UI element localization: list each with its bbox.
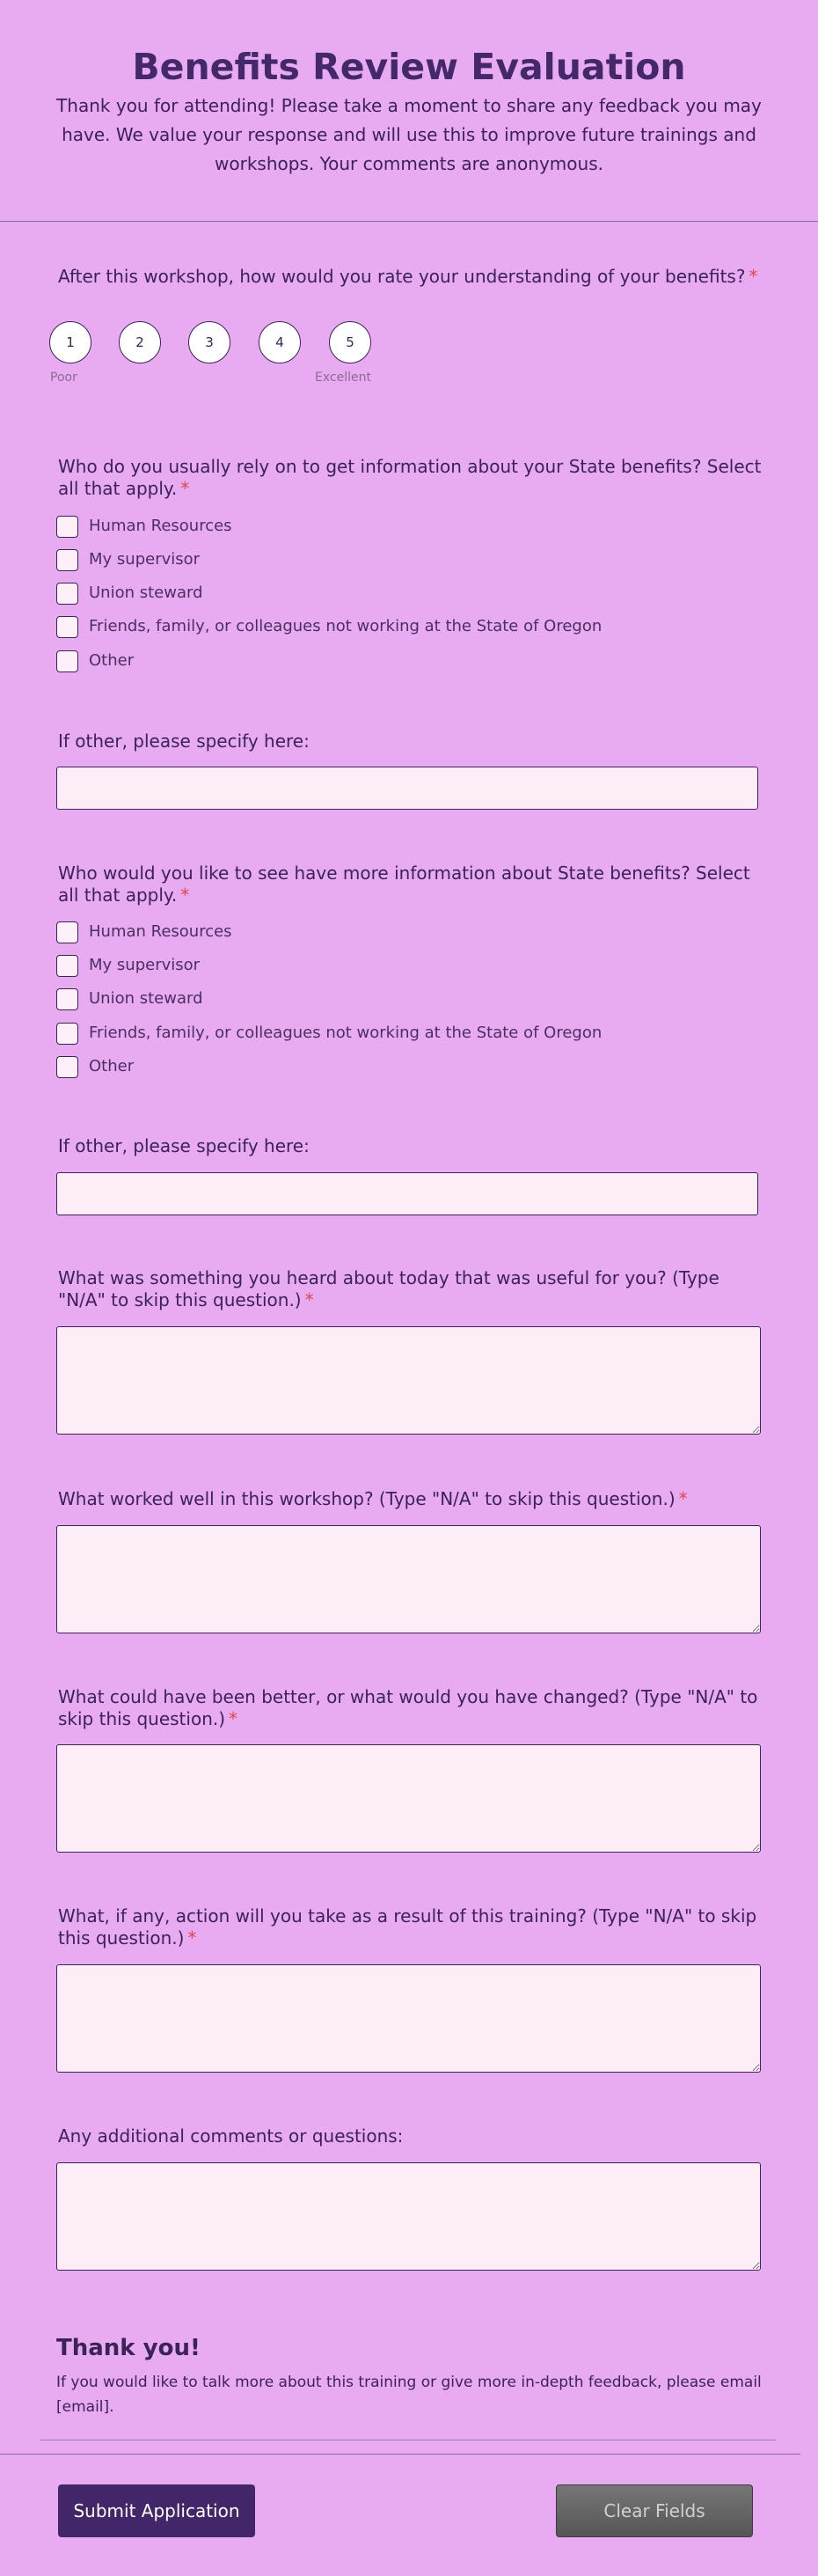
- required-marker: *: [180, 478, 190, 499]
- checkbox-label: Human Resources: [89, 517, 232, 535]
- rating-option-1[interactable]: 1: [49, 321, 91, 363]
- other-specify-input[interactable]: [56, 1172, 758, 1215]
- clear-fields-button[interactable]: Clear Fields: [556, 2484, 753, 2537]
- required-marker: *: [749, 266, 758, 287]
- checkbox-label: Friends, family, or colleagues not working at the State of Oregon: [89, 1024, 603, 1042]
- improvements-textarea[interactable]: [56, 1744, 761, 1853]
- form-header: [0, 0, 818, 222]
- checkbox-label: My supervisor: [89, 956, 201, 974]
- checkbox[interactable]: [56, 955, 78, 977]
- checkbox[interactable]: [56, 650, 78, 672]
- other-specify-label: If other, please specify here:: [58, 730, 310, 752]
- useful-textarea[interactable]: [56, 1326, 761, 1435]
- checkbox-label: Other: [89, 651, 135, 670]
- rating-option-5[interactable]: 5: [329, 321, 371, 363]
- divider: [0, 2454, 800, 2455]
- required-marker: *: [187, 1927, 197, 1949]
- checkbox[interactable]: [56, 988, 78, 1010]
- checkbox[interactable]: [56, 921, 78, 943]
- question-comments-label: Any additional comments or questions:: [58, 2125, 404, 2147]
- rating-high-label: Excellent: [315, 371, 371, 385]
- other-specify-label: If other, please specify here:: [58, 1135, 310, 1156]
- other-specify-input[interactable]: [56, 767, 758, 810]
- submit-button[interactable]: Submit Application: [58, 2484, 255, 2537]
- checkbox-label: Friends, family, or colleagues not working at the State of Oregon: [89, 617, 603, 635]
- required-marker: *: [678, 1488, 688, 1509]
- checkbox[interactable]: [56, 583, 78, 605]
- required-marker: *: [304, 1289, 314, 1310]
- question-worked-well-label: What worked well in this workshop? (Type "N/A" to skip this question.) *: [58, 1488, 688, 1509]
- required-marker: *: [180, 884, 190, 906]
- question-rating-label: After this workshop, how would you rate your understanding of your benefits? *: [58, 266, 758, 287]
- checkbox[interactable]: [56, 549, 78, 571]
- form-intro: Thank you for attending! Please take a moment to share any feedback you may have. We value your response and will use this to improve future trainings and workshops. Your comments are anonymous.: [56, 95, 762, 174]
- question-more-info-label: Who would you like to see have more information about State benefits? Select all that apply. *: [58, 862, 750, 906]
- worked-well-textarea[interactable]: [56, 1525, 761, 1633]
- checkbox[interactable]: [56, 516, 78, 538]
- required-marker: *: [229, 1708, 238, 1729]
- rating-option-4[interactable]: 4: [259, 321, 301, 363]
- form-title: Benefits Review Evaluation: [132, 46, 686, 88]
- rating-option-2[interactable]: 2: [119, 321, 161, 363]
- checkbox-label: Union steward: [89, 989, 203, 1008]
- checkbox-label: Union steward: [89, 583, 203, 602]
- rating-low-label: Poor: [50, 371, 77, 385]
- checkbox[interactable]: [56, 616, 78, 638]
- question-improvements-label: What could have been better, or what would you have changed? (Type "N/A" to skip this question.) *: [58, 1686, 758, 1729]
- thanks-text: If you would like to talk more about this training or give more in-depth feedback, please email [email].: [56, 2374, 762, 2416]
- checkbox-label: Human Resources: [89, 922, 232, 941]
- rating-option-3[interactable]: 3: [188, 321, 230, 363]
- question-info-sources-label: Who do you usually rely on to get information about your State benefits? Select all that apply. *: [58, 456, 762, 499]
- checkbox-label: Other: [89, 1057, 135, 1075]
- checkbox[interactable]: [56, 1023, 78, 1045]
- action-textarea[interactable]: [56, 1964, 761, 2073]
- comments-textarea[interactable]: [56, 2162, 761, 2271]
- checkbox-label: My supervisor: [89, 550, 201, 569]
- question-action-label: What, if any, action will you take as a result of this training? (Type "N/A" to skip this question.) *: [58, 1905, 757, 1949]
- checkbox[interactable]: [56, 1056, 78, 1078]
- question-useful-label: What was something you heard about today that was useful for you? (Type "N/A" to skip this question.) *: [58, 1267, 719, 1310]
- thanks-heading: Thank you!: [56, 2335, 201, 2361]
